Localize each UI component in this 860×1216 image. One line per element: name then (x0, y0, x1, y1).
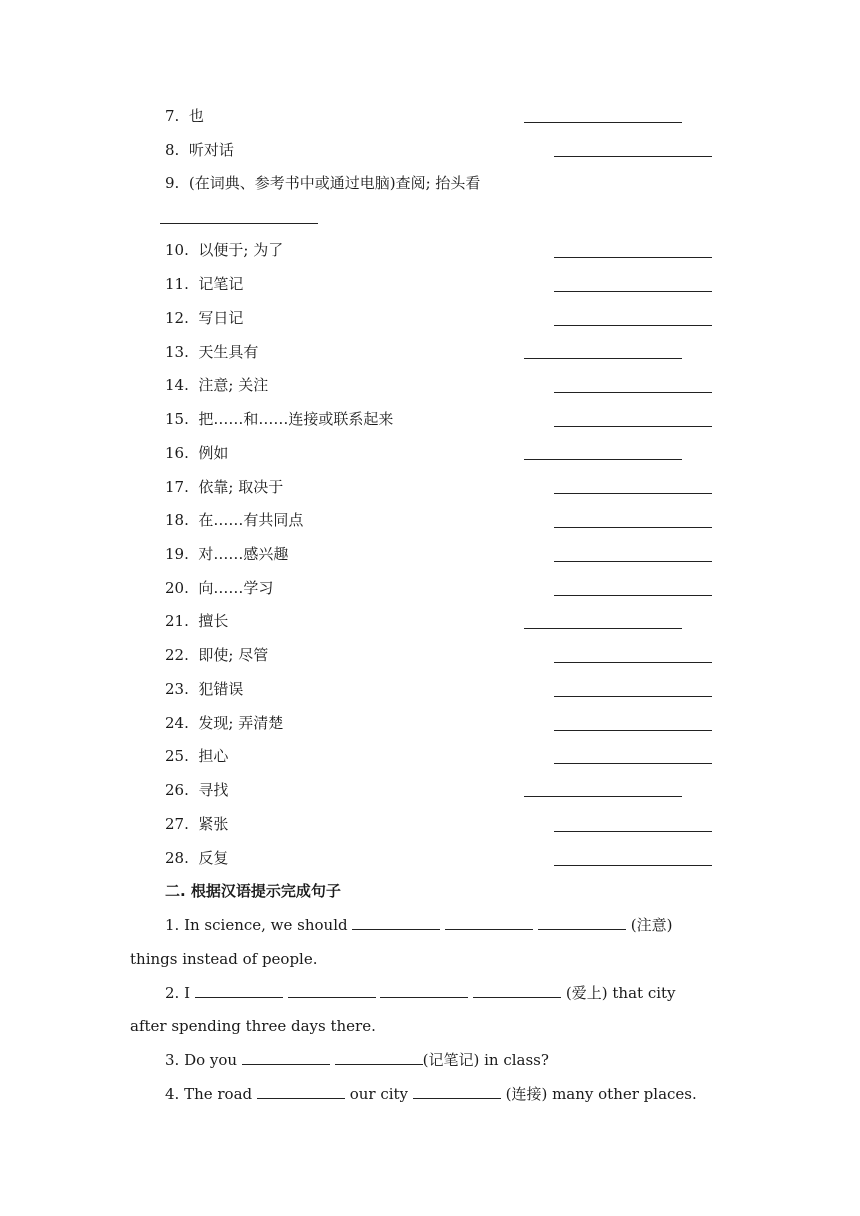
item-number: 24. (165, 714, 189, 732)
item-text: 对……感兴趣 (198, 545, 289, 563)
item-text: 依靠; 取决于 (198, 478, 284, 496)
item-number: 26. (165, 781, 189, 799)
item-text: 天生具有 (198, 343, 259, 361)
vocab-item (165, 578, 273, 598)
vocab-item (165, 140, 234, 160)
vocab-item (165, 713, 283, 733)
item-text: 犯错误 (198, 680, 244, 698)
answer-blank[interactable] (288, 983, 376, 998)
sentence-3 (165, 1050, 549, 1070)
sentence-2-line-2: after spending three days there. (130, 1017, 376, 1035)
item-text: 紧张 (198, 815, 229, 833)
item-text: 听对话 (188, 141, 234, 159)
vocab-item (165, 106, 204, 126)
vocab-item (165, 814, 228, 834)
item-number: 13. (165, 343, 189, 361)
item-text: 擅长 (198, 612, 229, 630)
hint-text: (记笔记) in class? (422, 1051, 549, 1069)
answer-blank[interactable] (352, 915, 440, 930)
answer-blank[interactable] (554, 730, 712, 731)
vocab-item (165, 240, 283, 260)
item-text: 例如 (198, 444, 229, 462)
sentence-2-line-1 (165, 983, 676, 1003)
item-text: 把……和……连接或联系起来 (198, 410, 394, 428)
answer-blank[interactable] (413, 1084, 501, 1099)
vocab-item (165, 274, 243, 294)
section-title: 二. 根据汉语提示完成句子 (165, 882, 341, 900)
item-text: 在……有共同点 (198, 511, 304, 529)
item-number: 8. (165, 141, 180, 159)
answer-blank[interactable] (335, 1050, 423, 1065)
vocab-item (165, 510, 303, 530)
answer-blank[interactable] (554, 392, 712, 393)
answer-blank[interactable] (554, 763, 712, 764)
vocab-item (165, 375, 268, 395)
sentence-text: our city (349, 1085, 409, 1103)
answer-blank[interactable] (445, 915, 533, 930)
item-text: (在词典、参考书中或通过电脑)查阅; 抬头看 (188, 174, 481, 192)
item-text: 寻找 (198, 781, 229, 799)
item-text: 反复 (198, 849, 229, 867)
sentence-text: 1. In science, we should (165, 916, 348, 934)
answer-blank[interactable] (554, 426, 712, 427)
sentence-text: 2. I (165, 984, 191, 1002)
answer-blank[interactable] (473, 983, 561, 998)
answer-blank[interactable] (242, 1050, 330, 1065)
item-number: 28. (165, 849, 189, 867)
item-text: 以便于; 为了 (198, 241, 284, 259)
answer-blank[interactable] (160, 223, 318, 224)
item-text: 即使; 尽管 (198, 646, 269, 664)
vocab-item (165, 477, 283, 497)
vocab-item (165, 544, 288, 564)
item-number: 14. (165, 376, 189, 394)
item-number: 9. (165, 174, 180, 192)
item-text: 发现; 弄清楚 (198, 714, 284, 732)
answer-blank[interactable] (554, 831, 712, 832)
answer-blank[interactable] (524, 796, 682, 797)
answer-blank[interactable] (554, 561, 712, 562)
answer-blank[interactable] (195, 983, 283, 998)
item-text: 记笔记 (198, 275, 244, 293)
item-text: 向……学习 (198, 579, 274, 597)
vocab-item (165, 679, 243, 699)
vocab-item (165, 443, 228, 463)
sentence-1-line-1 (165, 915, 672, 935)
sentence-1-line-2: things instead of people. (130, 950, 318, 968)
item-number: 25. (165, 747, 189, 765)
vocab-item (165, 848, 228, 868)
sentence-text: 3. Do you (165, 1051, 238, 1069)
sentence-4 (165, 1084, 697, 1104)
answer-blank[interactable] (257, 1084, 345, 1099)
item-number: 18. (165, 511, 189, 529)
item-number: 17. (165, 478, 189, 496)
item-text: 也 (188, 107, 204, 125)
answer-blank[interactable] (524, 358, 682, 359)
item-number: 23. (165, 680, 189, 698)
answer-blank[interactable] (380, 983, 468, 998)
vocab-item (165, 780, 228, 800)
answer-blank[interactable] (554, 156, 712, 157)
answer-blank[interactable] (524, 122, 682, 123)
item-number: 19. (165, 545, 189, 563)
answer-blank[interactable] (554, 527, 712, 528)
answer-blank[interactable] (554, 595, 712, 596)
item-number: 16. (165, 444, 189, 462)
vocab-item (165, 308, 243, 328)
answer-blank[interactable] (554, 696, 712, 697)
item-number: 15. (165, 410, 189, 428)
vocab-item (165, 342, 258, 362)
hint-text: (爱上) that city (565, 984, 676, 1002)
vocab-item (165, 746, 228, 766)
hint-text: (注意) (630, 916, 673, 934)
answer-blank[interactable] (554, 865, 712, 866)
item-number: 20. (165, 579, 189, 597)
answer-blank[interactable] (554, 662, 712, 663)
vocab-item (165, 611, 228, 631)
answer-blank[interactable] (554, 493, 712, 494)
item-number: 12. (165, 309, 189, 327)
item-number: 10. (165, 241, 189, 259)
vocab-item (165, 645, 268, 665)
item-number: 27. (165, 815, 189, 833)
vocab-item (165, 409, 393, 429)
answer-blank[interactable] (524, 628, 682, 629)
item-text: 注意; 关注 (198, 376, 269, 394)
answer-blank[interactable] (554, 257, 712, 258)
item-number: 11. (165, 275, 189, 293)
answer-blank[interactable] (554, 325, 712, 326)
sentence-text: 4. The road (165, 1085, 253, 1103)
item-number: 7. (165, 107, 180, 125)
item-text: 担心 (198, 747, 229, 765)
answer-blank[interactable] (524, 459, 682, 460)
item-text: 写日记 (198, 309, 244, 327)
item-number: 22. (165, 646, 189, 664)
answer-blank[interactable] (554, 291, 712, 292)
answer-blank[interactable] (538, 915, 626, 930)
item-number: 21. (165, 612, 189, 630)
hint-text: (连接) many other places. (505, 1085, 697, 1103)
vocab-item (165, 173, 480, 193)
